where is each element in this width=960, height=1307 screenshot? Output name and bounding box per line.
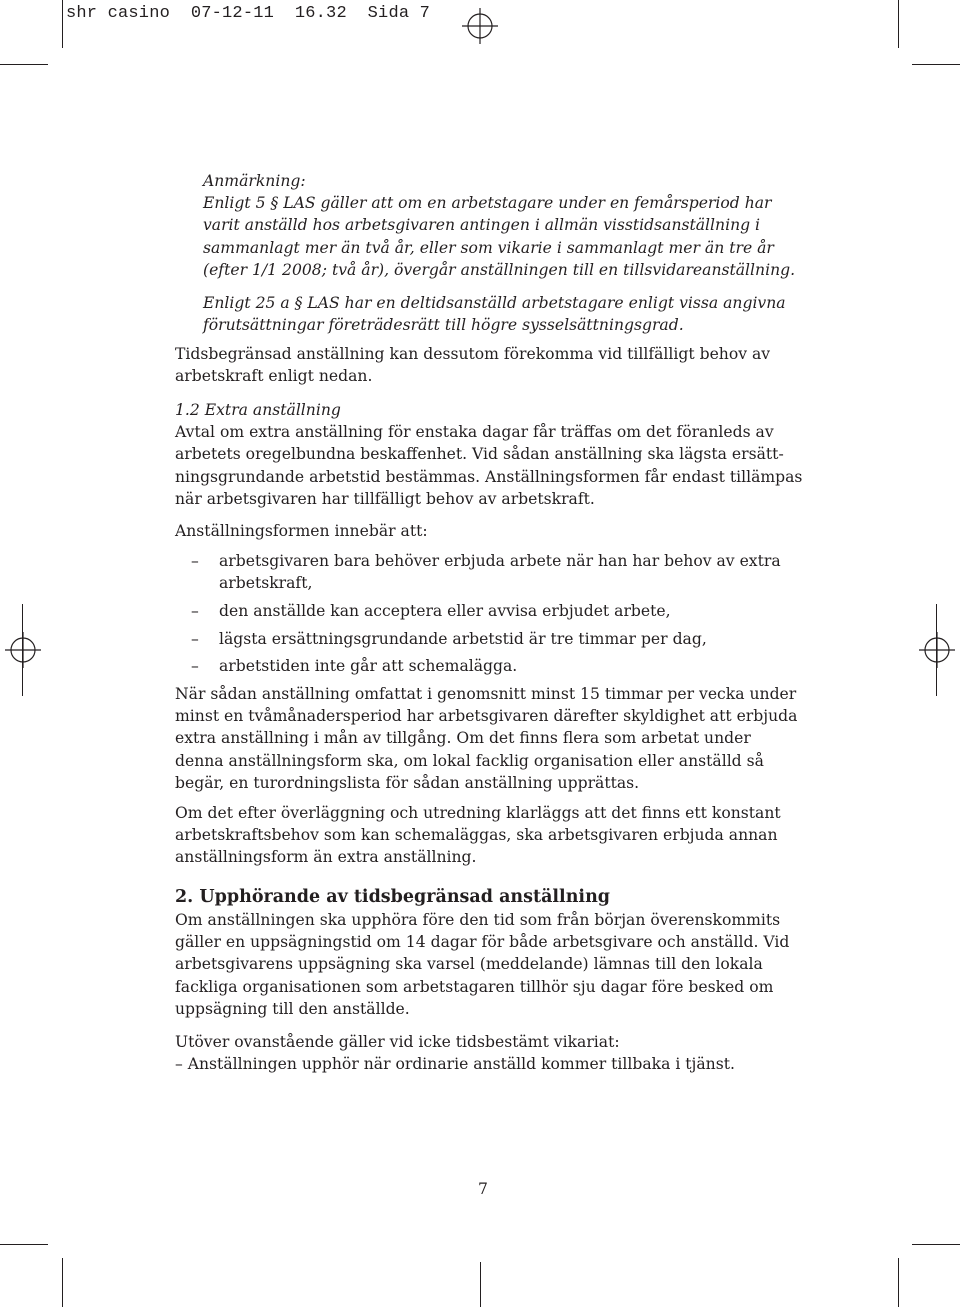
bullet-text: arbetsgivaren bara behöver erbjuda arbete när han har behov av extra <box>219 552 781 570</box>
bullet-text: arbetstiden inte går att schemalägga. <box>219 656 518 675</box>
bullet-dash: – <box>191 656 199 675</box>
list-intro: Anställningsformen innebär att: <box>175 522 428 540</box>
crop-mark-bottom-left-v <box>62 1258 63 1307</box>
paragraph-line: Tidsbegränsad anställning kan dessutom förekomma vid tillfälligt behov av <box>175 345 771 363</box>
note-p2-line: Enligt 25 a § LAS har en deltidsanställd arbetstagare enligt vissa angivna <box>203 294 786 312</box>
paragraph-line: Avtal om extra anställning för enstaka dagar får träffas om det föranleds av <box>175 423 774 442</box>
bullet-line <box>175 600 795 622</box>
crop-mark-top-right-h <box>912 64 960 65</box>
paragraph-line: anställningsform än extra anställning. <box>175 848 477 867</box>
section-2-heading: 2. Upphörande av tidsbegränsad anställning <box>175 887 611 907</box>
registration-mark-left-icon <box>5 632 41 668</box>
bullet-line <box>175 550 795 572</box>
list-item <box>175 550 795 594</box>
section-1-2-heading: 1.2 Extra anställning <box>175 401 341 419</box>
list-item <box>175 628 795 650</box>
crop-mark-top-left-v <box>62 0 63 48</box>
paragraph-line: arbetsgivarens uppsägning ska varsel (meddelande) lämnas till den lokala <box>175 955 763 974</box>
list-item <box>175 600 795 622</box>
note-p1-line: Enligt 5 § LAS gäller att om en arbetstagare under en femårsperiod har <box>203 194 772 213</box>
note-p2-line: förutsättningar företrädesrätt till högre sysselsättningsgrad. <box>203 316 684 335</box>
intro-line <box>175 520 795 542</box>
paragraph-line: arbetskraft enligt nedan. <box>175 367 373 386</box>
bullet-text: den anställde kan acceptera eller avvisa erbjudet arbete, <box>219 602 671 621</box>
bullet-line <box>175 628 795 650</box>
bullet-dash: – <box>191 552 199 570</box>
note-p1-line: sammanlagt mer än två år, eller som vikarie i sammanlagt mer än tre år <box>203 238 774 257</box>
paragraph-line: Om det efter överläggning och utredning klarläggs att det finns ett konstant <box>175 804 781 822</box>
section-1-2 <box>175 399 803 510</box>
paragraph-line: ningsgrundande arbetstid bestämmas. Anställningsformen får endast tillämpas <box>175 467 803 486</box>
hours-paragraph <box>175 683 798 794</box>
print-slug: shr casino 07-12-11 16.32 Sida 7 <box>66 4 431 23</box>
bottom-mark-center <box>480 1262 481 1307</box>
vikariat-paragraph <box>175 1031 795 1075</box>
bullet-dash: – <box>191 602 199 621</box>
constant-paragraph <box>175 802 795 869</box>
paragraph-line: extra anställning i mån av tillgång. Om det finns flera som arbetat under <box>175 729 751 748</box>
crop-mark-top-right-v <box>898 0 899 48</box>
bullet-dash: – <box>191 629 199 648</box>
paragraph-line: denna anställningsform ska, om lokal facklig organisation eller anställd så <box>175 751 764 770</box>
bullet-text: lägsta ersättningsgrundande arbetstid är tre timmar per dag, <box>219 629 707 648</box>
registration-mark-right-icon <box>919 632 955 668</box>
bullet-text: arbetskraft, <box>219 574 313 593</box>
paragraph-line: När sådan anställning omfattat i genomsnitt minst 15 timmar per vecka under <box>175 685 797 703</box>
note-block <box>203 170 795 281</box>
paragraph-line: Om anställningen ska upphöra före den tid som från början överenskommits <box>175 911 781 929</box>
paragraph-line: gäller en uppsägningstid om 14 dagar för både arbetsgivare och anställd. Vid <box>175 933 790 952</box>
paragraph-line: arbetets oregelbundna beskaffenhet. Vid sådan anställning ska lägsta ersätt- <box>175 445 784 464</box>
crop-mark-bottom-right-v <box>898 1258 899 1307</box>
tidsbegransad-paragraph <box>175 343 795 387</box>
paragraph-line: – Anställningen upphör när ordinarie anställd kommer tillbaka i tjänst. <box>175 1055 735 1074</box>
bullet-line <box>175 655 795 677</box>
paragraph-line: begär, en turordningslista för sådan anställning upprättas. <box>175 773 640 792</box>
note-p1-line: (efter 1/1 2008; två år), övergår anställningen till en tillsvidareanställning. <box>203 260 796 279</box>
paragraph-line: minst en tvåmånadersperiod har arbetsgivaren därefter skyldighet att erbjuda <box>175 707 798 726</box>
note-label: Anmärkning: <box>203 172 306 190</box>
paragraph-line: arbetskraftsbehov som kan schemaläggas, ska arbetsgivaren erbjuda annan <box>175 826 778 845</box>
note-paragraph-2 <box>203 292 795 336</box>
page-number: 7 <box>478 1180 488 1198</box>
paragraph-line: Utöver ovanstående gäller vid icke tidsbestämt vikariat: <box>175 1033 620 1051</box>
paragraph-line: uppsägning till den anställde. <box>175 999 410 1018</box>
section-2 <box>175 885 795 1020</box>
crop-mark-bottom-left-h <box>0 1244 48 1245</box>
paragraph-line: fackliga organisationen som arbetstagaren tillhör sju dagar före besked om <box>175 977 774 996</box>
list-item <box>175 655 795 677</box>
crop-mark-bottom-right-h <box>912 1244 960 1245</box>
registration-mark-top-icon <box>462 8 498 44</box>
bullet-list <box>175 550 795 677</box>
note-p1-line: varit anställd hos arbetsgivaren antingen i allmän visstidsanställning i <box>203 216 761 235</box>
crop-mark-top-left-h <box>0 64 48 65</box>
paragraph-line: när arbetsgivaren har tillfälligt behov av arbetskraft. <box>175 489 595 508</box>
